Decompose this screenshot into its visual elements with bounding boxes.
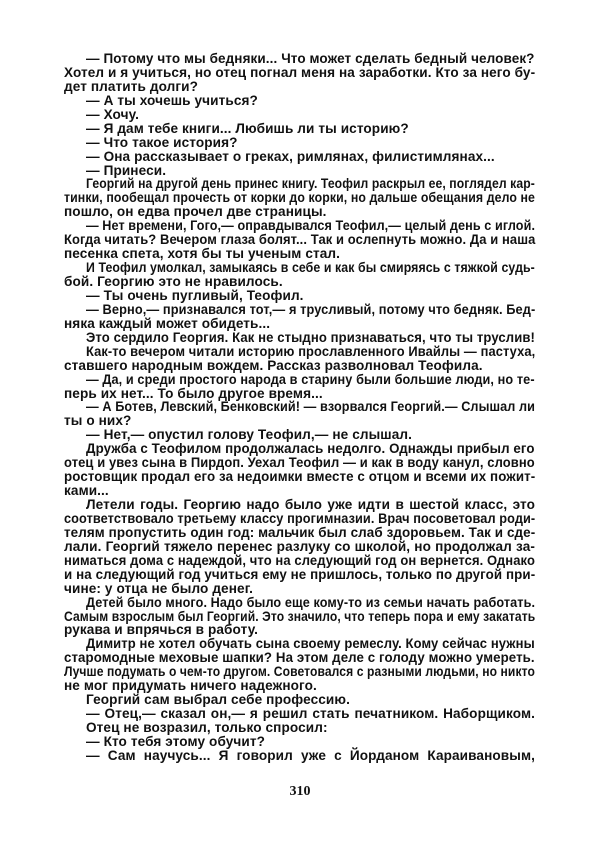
text-line — [64, 470, 535, 484]
text-line — [64, 80, 535, 94]
text-line — [64, 164, 535, 178]
text-line — [64, 414, 535, 428]
text-line — [64, 749, 535, 763]
text-line-content: — Что такое история? — [86, 134, 238, 150]
text-line — [64, 665, 535, 679]
text-line-content: лали. Георгий тяжело перенес разлуку со школой, но продолжал за- — [64, 538, 535, 554]
text-line-content: дет платить долги? — [64, 78, 199, 94]
text-line — [64, 540, 535, 554]
page-body — [64, 52, 535, 763]
text-line-content: Это сердило Георгия. Как не стыдно признаваться, что ты труслив! — [86, 329, 535, 345]
text-line — [64, 66, 535, 80]
text-line-content: — Кто тебя этому обучит? — [86, 733, 266, 749]
text-line — [64, 317, 535, 331]
text-line — [64, 150, 535, 164]
text-line — [64, 582, 535, 596]
text-line — [64, 191, 535, 205]
text-line-content: чине: у отца не было денег. — [64, 580, 253, 596]
text-line-content: — Отец,— сказал он,— я решил стать печатником. Наборщиком. — [86, 706, 535, 722]
text-line-content: Хотел и я учиться, но отец погнал меня на заработки. Кто за него бу- — [64, 64, 536, 80]
text-line — [64, 233, 535, 247]
text-line — [64, 735, 535, 749]
text-line — [64, 637, 535, 651]
text-line-content: — Она рассказывает о греках, римлянах, филистимлянах... — [86, 148, 495, 164]
text-line — [64, 331, 535, 345]
text-line — [64, 498, 535, 512]
text-line-content: ставшего народным вождем. Рассказ разволновал Теофила. — [64, 357, 483, 373]
text-line-content: — Сам научусь... Я говорил уже с Йорданом Караивановым, — [86, 747, 535, 763]
text-line-content: — А Ботев, Левский, Бенковский! — взорвался Георгий.— Слышал ли — [86, 399, 536, 415]
text-line-content: Как-то вечером читали историю прославленного Ивайлы — пастуха, — [86, 343, 536, 359]
text-line — [64, 219, 535, 233]
text-line-content: — Да, и среди простого народа в старину были большие люди, но те- — [86, 371, 535, 387]
text-line-content: Дружба с Теофилом продолжалась недолго. Однажды прибыл его — [86, 441, 535, 457]
text-line-content: телям пропустить один год: мальчик был слаб здоровьем. Так и сде- — [64, 524, 536, 540]
text-line — [64, 568, 535, 582]
text-line-content: старомодные меховые шапки? На этом деле с голоду можно умереть. — [64, 650, 535, 666]
text-line-content: — Нет,— опустил голову Теофил,— не слышал. — [86, 427, 413, 443]
text-line — [64, 428, 535, 442]
text-line-content: ниматься дома с надеждой, что на следующий год он вернется. Однако — [64, 552, 535, 568]
text-line — [64, 94, 535, 108]
text-line-content: няка каждый может обидеть... — [64, 315, 271, 331]
text-line — [64, 177, 535, 191]
text-line-content: Георгий на другой день принес книгу. Теофил раскрыл ее, поглядел кар- — [86, 176, 535, 192]
text-line — [64, 387, 535, 401]
text-line-content: ками... — [64, 483, 109, 499]
text-line-content: Отец не возразил, только спросил: — [86, 720, 328, 735]
text-line-content: ты о них? — [64, 413, 132, 429]
text-line — [64, 679, 535, 693]
text-line — [64, 707, 535, 721]
text-line-content: Детей было много. Надо было еще кому-то из семьи начать работать. — [86, 594, 536, 610]
text-line — [64, 373, 535, 387]
text-line — [64, 651, 535, 665]
text-line — [64, 623, 535, 637]
text-line — [64, 512, 535, 526]
text-line — [64, 52, 535, 66]
text-line — [64, 261, 535, 275]
text-line-content: отец и увез сына в Пирдоп. Уехал Теофил — и как в воду канул, словно — [64, 455, 535, 471]
text-line — [64, 693, 535, 707]
text-line — [64, 484, 535, 498]
text-line-content: — Принеси. — [86, 162, 167, 178]
text-line — [64, 442, 535, 456]
text-line-content: Летели годы. Георгию надо было уже идти в шестой класс, это — [86, 497, 535, 512]
text-line — [64, 136, 535, 150]
text-line-content: и на следующий год учиться ему не пришлось, только по другой при- — [64, 566, 536, 582]
text-line — [64, 303, 535, 317]
text-line — [64, 205, 535, 219]
text-line — [64, 275, 535, 289]
text-line — [64, 554, 535, 568]
text-line-content: бой. Георгию это не нравилось. — [64, 274, 283, 289]
text-line — [64, 359, 535, 373]
text-line-content: тинки, пообещал прочесть от корки до корки, но дальше обещания дело не — [64, 190, 536, 206]
text-line-content: песенка спета, хотя бы ты ученым стал. — [64, 246, 341, 262]
text-line-content: Самым взрослым был Георгий. Это значило, что теперь пора и ему закатать — [64, 608, 536, 624]
text-line — [64, 289, 535, 303]
text-line-content: не мог придумать ничего надежного. — [64, 678, 317, 694]
text-line — [64, 247, 535, 261]
text-line-content: перь их нет... То было другое время... — [64, 385, 323, 401]
text-line-content: Когда читать? Вечером глаза болят... Так и ослепнуть можно. Да и наша — [64, 232, 536, 248]
text-line-content: — Потому что мы бедняки... Что может сделать бедный человек? — [86, 51, 535, 66]
text-line-content: И Теофил умолкал, замыкаясь в себе и как бы смиряясь с тяжкой судь- — [86, 260, 535, 276]
text-line — [64, 610, 535, 624]
text-line-content: — Верно,— признавался тот,— я трусливый, потому что бедняк. Бед- — [86, 301, 536, 317]
page-number: 310 — [289, 784, 311, 799]
text-line-content: Георгий сам выбрал себе профессию. — [86, 692, 350, 708]
text-line-content: соответствовало третьему классу прогимназии. Врач посоветовал роди- — [64, 510, 536, 526]
text-line — [64, 108, 535, 122]
text-line-content: Лучше подумать о чем-то другом. Советовался с разными людьми, но никто — [64, 664, 535, 680]
text-line — [64, 456, 535, 470]
text-line — [64, 721, 535, 735]
text-line-content: пошло, он едва прочел две страницы. — [64, 204, 327, 220]
text-line — [64, 400, 535, 414]
text-line-content: рукава и впрячься в работу. — [64, 622, 259, 638]
text-line-content: ростовщик продал его за недоимки вместе с отцом и всеми их пожит- — [64, 469, 536, 485]
text-line — [64, 122, 535, 136]
text-line-content: — Я дам тебе книги... Любишь ли ты историю? — [86, 120, 409, 136]
text-line — [64, 596, 535, 610]
text-line-content: — Ты очень пугливый, Теофил. — [86, 287, 304, 303]
text-line-content: — Нет времени, Гого,— оправдывался Теофил,— целый день с иглой. — [86, 218, 536, 234]
text-line — [64, 345, 535, 359]
text-line — [64, 526, 535, 540]
text-line-content: — Хочу. — [86, 106, 139, 122]
text-line-content: — А ты хочешь учиться? — [86, 92, 258, 108]
text-line-content: Димитр не хотел обучать сына своему ремеслу. Кому сейчас нужны — [86, 636, 535, 652]
